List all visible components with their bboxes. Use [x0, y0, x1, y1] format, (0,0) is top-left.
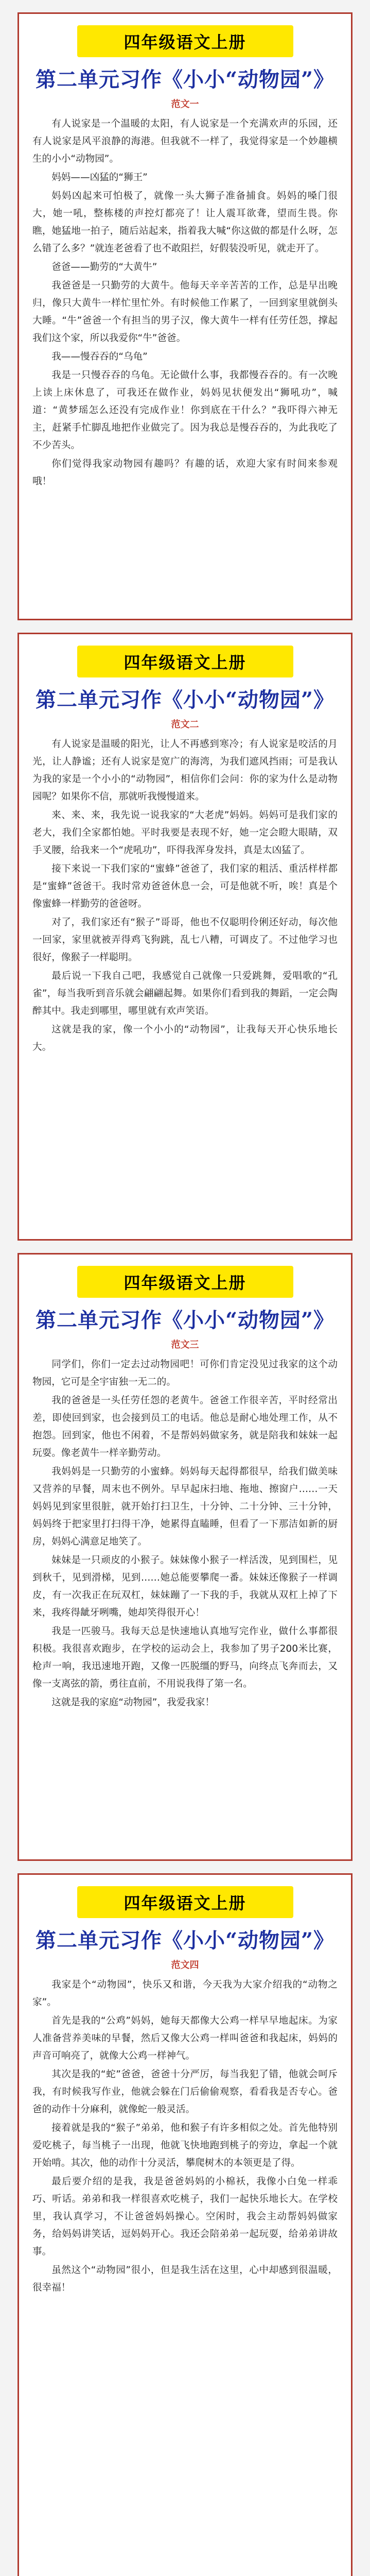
grade-banner-text: 四年级语文上册: [124, 653, 246, 672]
grade-banner-text: 四年级语文上册: [124, 32, 246, 52]
paragraph: 最后要介绍的是我，我是爸爸妈妈的小棉袄，我像小白兔一样乖巧、听话。弟弟和我一样很喜欢吃桃子，我们一起快乐地长大。在学校里，我认真学习，不让爸爸妈妈操心。空闲时，我会主动帮妈妈做家务，给妈妈讲笑话，逗妈妈开心。我还会陪弟弟一起玩耍，给弟弟讲故事。: [32, 2176, 338, 2257]
essay-label: 范文四: [171, 1960, 199, 1971]
paragraph: 我是一匹骏马。我每天总是快速地认真地写完作业，做什么事都很积极。我很喜欢跑步，在学校的运动会上，我参加了男子200米比赛，枪声一响，我迅速地开跑，又像一匹脱缰的野马，向终点飞奔而去，又像一支离弦的箭，勇往直前，不用说我得了第一名。: [32, 1626, 338, 1689]
essay-body: [19, 110, 351, 490]
paragraph: 妈妈凶起来可怕极了，就像一头大狮子准备捕食。妈妈的嗓门很大，她一吼，整栋楼的声控灯都亮了！让人震耳欲聋，望而生畏。你瞧，她猛地一拍子，随后站起来，指着我大喊“你这做的都是什么呀，怎么错了么多？”就连老爸看了也不敢阻拦，好假装没听见，就走开了。: [32, 191, 338, 254]
paragraph: 接下来说一下我们家的“蜜蜂”爸爸了，我们家的粗活、重活样样都是“蜜蜂”爸爸干。我时常劝爸爸休息一会，可是他就不听，唉！真是个像蜜蜂一样勤劳的爸爸呀。: [32, 863, 338, 909]
paragraph: 首先是我的“公鸡”妈妈，她每天都像大公鸡一样早早地起床。为家人准备营养美味的早餐，然后又像大公鸡一样叫爸爸和我起床，妈妈的声音可响亮了，就像大公鸡一样神气。: [32, 2015, 338, 2061]
paragraph: 妈妈——凶猛的“狮王”: [51, 172, 148, 183]
essay-body: [19, 1351, 351, 1711]
paragraph: 我妈妈是一只勤劳的小蜜蜂。妈妈每天起得都很早，给我们做美味又营养的早餐，周末也不例外。早早起床扫地、拖地、擦窗户……一天妈妈见到家里很脏，就开始打扫卫生，十分钟、二十分钟、三十分钟，妈妈终于把家里打扫得干净，她累得直瞌睡，但看了一下那洁如新的厨房，妈妈心满意足地笑了。: [32, 1466, 338, 1547]
paragraph: 其次是我的“蛇”爸爸，爸爸十分严厉，每当我犯了错，他就会呵斥我，有时候我写作业，他就会躲在门后偷偷观察，看看我是否专心。爸爸的动作十分麻利，就像蛇一般灵活。: [32, 2069, 338, 2115]
essay-label: 范文三: [171, 1340, 199, 1350]
paragraph: 爸爸——勤劳的“大黄牛”: [51, 262, 157, 273]
essay-card-1: [17, 12, 353, 620]
paragraph: 我——慢吞吞的“乌龟”: [51, 351, 148, 362]
grade-banner-text: 四年级语文上册: [124, 1273, 246, 1293]
unit-title: 第二单元习作《小小“动物园”》: [35, 1928, 334, 1953]
paragraph: 对了，我们家还有“猴子”哥哥，他也不仅聪明伶俐还好动，每次他一回家，家里就被弄得鸡飞狗跳，乱七八糟，可调皮了。不过他学习也很好，像猴子一样聪明。: [32, 917, 338, 963]
paragraph: 同学们，你们一定去过动物园吧！可你们肯定没见过我家的这个动物园，它可是全宇宙独一无二的。: [32, 1359, 338, 1387]
paragraph: 我是一只慢吞吞的乌龟。无论做什么事，我都慢吞吞的。有一次晚上读上床休息了，可我还在做作业，妈妈见状便发出“狮吼功”，喊道：“黄梦瑶怎么还没有完成作业！你到底在干什么？”我吓得六神无主，赶紧手忙脚乱地把作业做完了。因为我总是慢吞吞的，为此我吃了不少苦头。: [32, 370, 338, 451]
grade-banner: [77, 1886, 293, 1918]
paragraph: 我爸爸是一只勤劳的大黄牛。他每天辛辛苦苦的工作，总是早出晚归，像只大黄牛一样忙里忙外。有时候他工作累了，一回到家里就倒头大睡。“牛”爸爸一个有担当的男子汉，像大黄牛一样有任劳任怨，撑起我们这个家，所以我爱你“牛”爸爸。: [32, 280, 338, 344]
essay-body: [19, 731, 351, 1056]
unit-title: 第二单元习作《小小“动物园”》: [35, 67, 334, 92]
paragraph: 妹妹是一只顽皮的小猴子。妹妹像小猴子一样活泼，见到围栏，见到秋千，见到滑梯，见到……她总能要攀爬一番。妹妹还像猴子一样调皮，有一次我正在玩双杠，妹妹蹦了一下我的手，我就从双杠上掉了下来，我疼得龇牙咧嘴，她却笑得很开心！: [32, 1555, 338, 1618]
grade-banner: [77, 25, 293, 57]
paragraph: 来、来、来，我先说一说我家的“大老虎”妈妈。妈妈可是我们家的老大，我们全家都怕她。平时我要是表现不好，她一定会瞪大眼睛，双手叉腰，给我来一个“虎吼功”，吓得我浑身发抖，真是太凶猛了。: [32, 810, 338, 856]
paragraph: 你们觉得我家动物园有趣吗？有趣的话，欢迎大家有时间来参观哦！: [32, 459, 338, 487]
grade-banner: [77, 646, 293, 677]
grade-banner-text: 四年级语文上册: [124, 1893, 246, 1913]
essay-card-2: [17, 633, 353, 1241]
paragraph: 这就是我的家，像一个小小的“动物园”，让我每天开心快乐地长大。: [32, 1024, 338, 1053]
paragraph: 最后说一下我自己吧，我感觉自己就像一只爱跳舞，爱唱歌的“孔雀”，每当我听到音乐就会翩翩起舞。如果你们看到我的舞蹈，一定会陶醉其中。我走到哪里，哪里就有欢声笑语。: [32, 971, 338, 1016]
paragraph: 有人说家是一个温暖的太阳，有人说家是一个充满欢声的乐园，还有人说家是风平浪静的海港。但我就不一样了，我觉得家是一个妙趣横生的小小“动物园”。: [32, 118, 338, 164]
essay-body: [19, 1971, 351, 2297]
paragraph: 我家是个“动物园”，快乐又和谐，今天我为大家介绍我的“动物之家”。: [32, 1979, 338, 2008]
paragraph: 这就是我的家庭“动物园”，我爱我家！: [51, 1697, 215, 1708]
paragraph: 我的爸爸是一头任劳任怨的老黄牛。爸爸工作很辛苦，平时经常出差，即使回到家，也会接到员工的电话。他总是耐心地处理工作，从不抱怨。回到家，他也不闲着，不是帮妈妈做家务，就是陪我和妹妹一起玩耍。像老黄牛一样辛勤劳动。: [32, 1395, 338, 1459]
paragraph: 有人说家是温暖的阳光，让人不再感到寒冷；有人说家是咬活的月光，让人静谧；还有人说家是宽广的海湾，为我们遮风挡雨；可是我认为我的家是一个小小的“动物园”，相信你们会问：你的家为什么是动物园呢？如果你不信，那就听我慢慢道来。: [32, 739, 338, 802]
grade-banner: [77, 1266, 293, 1298]
essay-card-3: [17, 1253, 353, 1861]
essay-label: 范文一: [171, 99, 199, 110]
paragraph: 虽然这个“动物园”很小，但是我生活在这里，心中却感到很温暖，很幸福！: [32, 2265, 338, 2293]
unit-title: 第二单元习作《小小“动物园”》: [35, 688, 334, 712]
paragraph: 接着就是我的“猴子”弟弟，他和猴子有许多相似之处。首先他特别爱吃桃子，每当桃子一出现，他就飞快地跑到桃子的旁边，拿起一个就开始啃。其次，他的动作十分灵活，攀爬树木的本领更是了得。: [32, 2123, 338, 2168]
essay-label: 范文二: [171, 719, 199, 730]
essay-card-4: [17, 1873, 353, 2576]
unit-title: 第二单元习作《小小“动物园”》: [35, 1308, 334, 1332]
